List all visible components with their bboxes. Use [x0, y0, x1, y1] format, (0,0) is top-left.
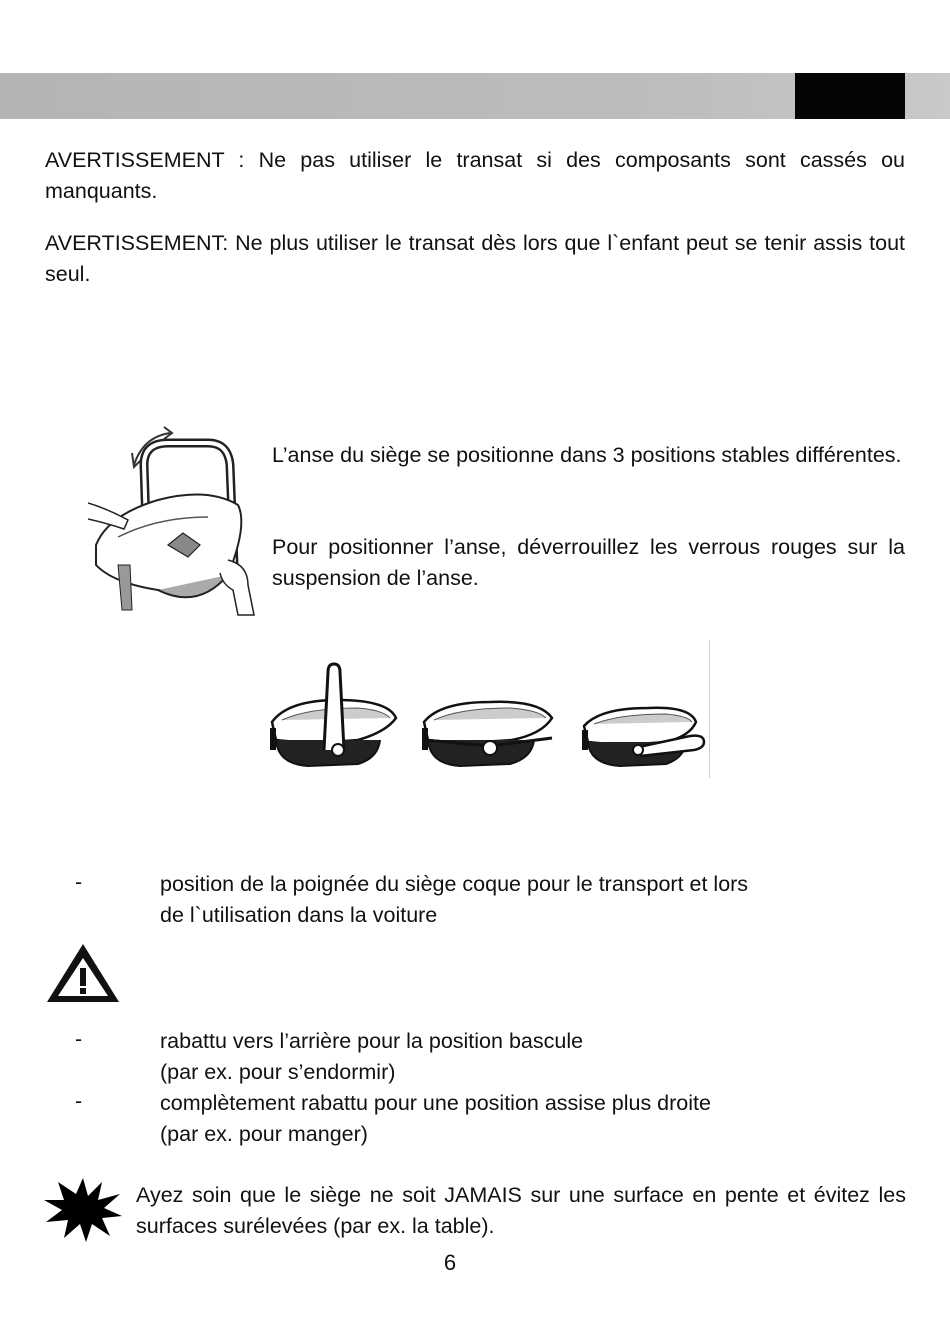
starburst-icon	[44, 1176, 122, 1244]
bullet-dash: -	[75, 1027, 83, 1051]
carrier-handle-illustration	[88, 425, 263, 620]
caution-note: Ayez soin que le siège ne soit JAMAIS sur une surface en pente et évitez les surfaces surélevées (par ex. la table).	[136, 1183, 906, 1238]
handle-unlock-text: Pour positionner l’anse, déverrouillez les verrous rouges sur la suspension de l’anse.	[272, 535, 905, 590]
figure-divider-line	[709, 640, 710, 778]
handle-positions-text: L’anse du siège se positionne dans 3 positions stables différentes.	[272, 443, 902, 467]
warning-triangle-icon	[45, 942, 121, 1004]
bullet-dash: -	[75, 870, 83, 894]
page-number: 6	[443, 1250, 457, 1275]
header-tab-block	[795, 73, 905, 119]
warning-broken-parts: AVERTISSEMENT : Ne pas utiliser le transat si des composants sont cassés ou manquants.	[45, 148, 905, 203]
position-recline-line1: rabattu vers l’arrière pour la position bascule	[160, 1029, 584, 1053]
bullet-dash: -	[75, 1089, 83, 1113]
position-transport-line2: de l`utilisation dans la voiture	[160, 903, 438, 927]
position-recline-line2: (par ex. pour s’endormir)	[160, 1060, 396, 1084]
handle-position-upright-illustration	[268, 660, 400, 770]
position-upright-line2: (par ex. pour manger)	[160, 1122, 368, 1146]
handle-position-forward-illustration	[580, 700, 710, 772]
position-transport-line1: position de la poignée du siège coque pour le transport et lors	[160, 872, 749, 896]
position-upright-line1: complètement rabattu pour une position assise plus droite	[160, 1091, 711, 1115]
warning-child-sitting: AVERTISSEMENT: Ne plus utiliser le transat dès lors que l`enfant peut se tenir assis tout seul.	[45, 231, 905, 286]
handle-position-back-illustration	[420, 690, 555, 770]
